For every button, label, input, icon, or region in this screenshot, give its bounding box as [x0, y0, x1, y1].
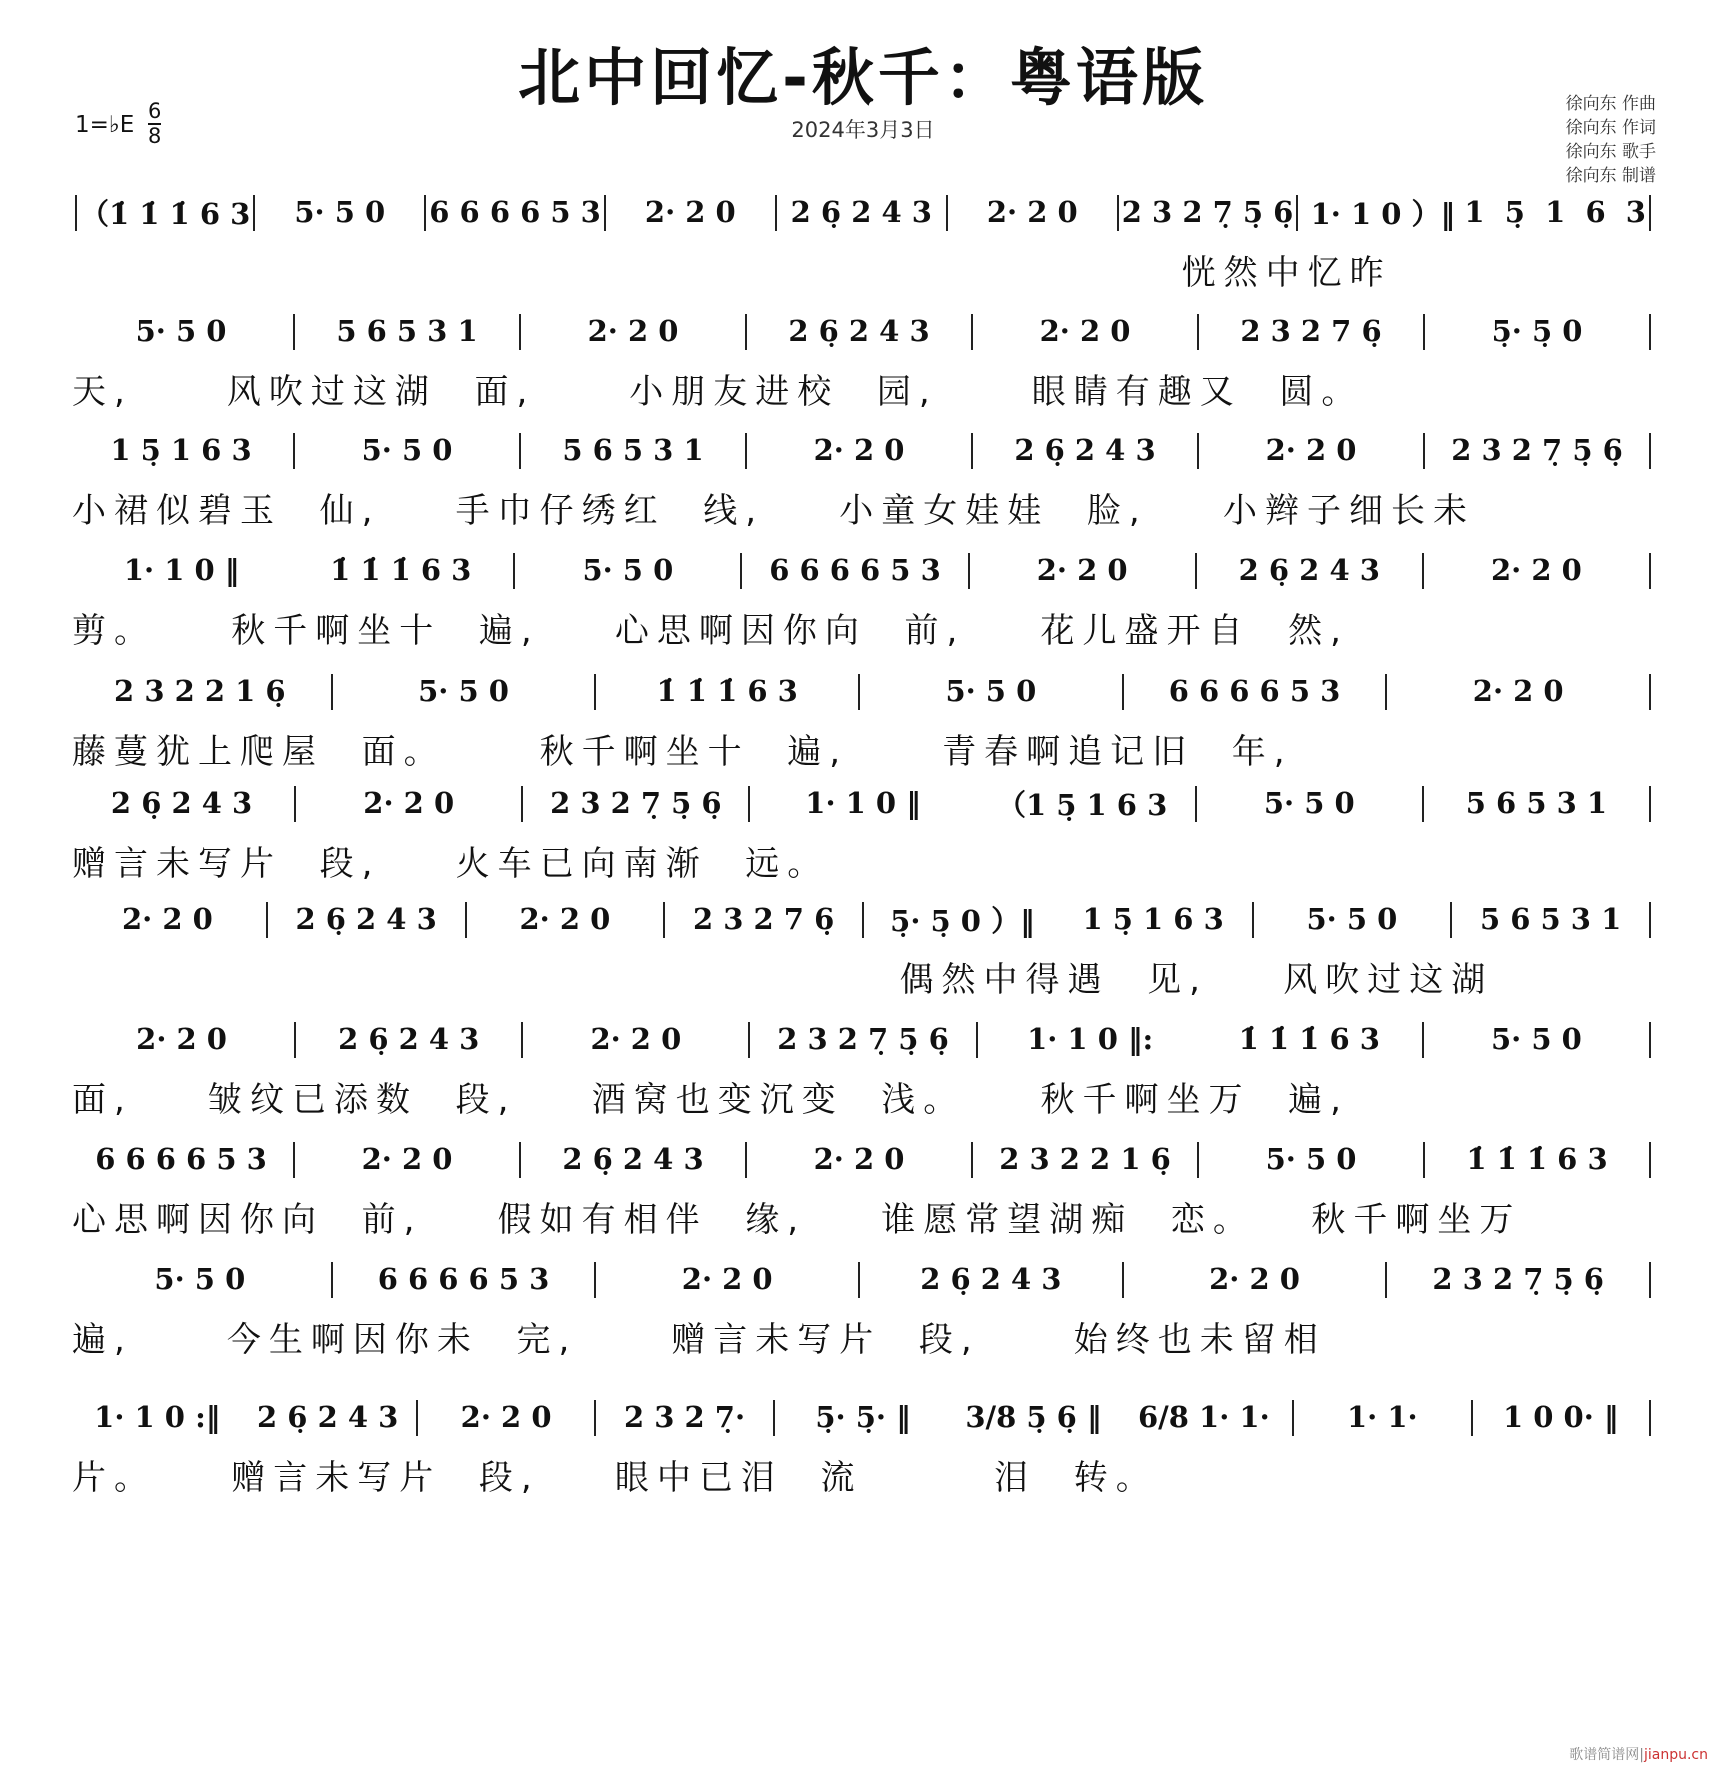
lyrics-row: 藤蔓犹上爬屋 面。 秋千啊坐十 遍, 青春啊追记旧 年,: [72, 732, 1293, 772]
bar-line: [294, 786, 296, 822]
notation-row: [72, 551, 1654, 591]
measure: 5· 5 0: [135, 314, 227, 348]
measure: 5· 5 0: [294, 195, 386, 229]
bar-line: [331, 1262, 333, 1298]
measure: 5 6 5 3 1: [562, 433, 704, 467]
measure: 2· 2 0: [813, 433, 905, 467]
bar-line: [293, 433, 295, 469]
bar-line: [1649, 674, 1651, 710]
bar-line: [775, 195, 777, 231]
measure: 2 6̣ 2 4 3: [1014, 433, 1156, 467]
measure: 1 5̣ 1 6 3: [1464, 195, 1646, 229]
measure: 2 6̣ 2 4 3: [257, 1400, 399, 1434]
measure: 1̇ 1̇ 1̇ 6 3: [656, 674, 798, 708]
measure: 1̇ 1̇ 1̇ 6 3: [330, 553, 472, 587]
credit-lyricist: 徐向东 作词: [1565, 118, 1656, 138]
score-system: [72, 1140, 1654, 1241]
lyrics-row: 恍然中忆昨: [72, 253, 1392, 293]
measure: 5 6 5 3 1: [1479, 902, 1622, 936]
score-title: 北中回忆-秋千：粤语版: [518, 41, 1208, 114]
bar-line: [521, 1022, 523, 1058]
bar-line: [748, 1022, 750, 1058]
credit-composer: 徐向东 作曲: [1565, 94, 1656, 114]
bar-line: [293, 314, 295, 350]
bar-line: [519, 1142, 521, 1178]
measure: 2 3 2 7̣ 5̣ 6̣: [1432, 1262, 1604, 1296]
bar-line: [1649, 1400, 1651, 1436]
bar-line: [858, 1262, 860, 1298]
bar-line: [1423, 1142, 1425, 1178]
bar-line: [521, 786, 523, 822]
measure: 6 6 6 6 5 3: [95, 1142, 267, 1176]
bar-line: [858, 674, 860, 710]
bar-line: [1197, 433, 1199, 469]
meter-top: 6: [148, 99, 162, 123]
measure: 6 6 6 6 5 3: [377, 1262, 550, 1296]
measure: 2· 2 0: [519, 902, 611, 936]
measure: 2· 2 0: [136, 1022, 227, 1056]
credit-transcriber: 徐向东 制谱: [1565, 166, 1656, 186]
notation-row: [72, 1140, 1654, 1180]
bar-line: [253, 195, 255, 231]
measure: （1 5̣ 1 6 3: [996, 787, 1168, 822]
bar-line: [1197, 1142, 1199, 1178]
lyrics-row: 剪。 秋千啊坐十 遍, 心思啊因你向 前, 花儿盛开自 然,: [72, 611, 1349, 651]
measure: 2 6̣ 2 4 3: [1238, 553, 1380, 587]
bar-line: [293, 1142, 295, 1178]
bar-line: [745, 433, 747, 469]
bar-line: [1422, 553, 1424, 589]
score-system: [72, 900, 1654, 1001]
bar-line: [773, 1400, 775, 1436]
bar-line: [745, 314, 747, 350]
measure: 5· 5 0: [1306, 902, 1398, 936]
measure: 2· 2 0: [1039, 314, 1131, 348]
notation-row: [72, 312, 1654, 352]
bar-line: [745, 1142, 747, 1178]
bar-line: [519, 314, 521, 350]
bar-line: [748, 786, 750, 822]
measure: 2· 2 0: [460, 1400, 552, 1434]
measure: 5· 5 0: [945, 674, 1037, 708]
measure: 2 6̣ 2 4 3: [110, 786, 253, 820]
measure: 2 3 2 2 1 6̣: [114, 674, 286, 708]
measure: 2· 2 0: [644, 195, 736, 229]
measure: 2· 2 0: [1036, 553, 1128, 587]
bar-line: [971, 433, 973, 469]
measure: 5· 5 0: [418, 674, 509, 708]
measure: 2 6̣ 2 4 3: [790, 195, 932, 229]
lyrics-row: 赠言未写片 段, 火车已向南渐 远。: [72, 844, 830, 884]
notation-row: [72, 900, 1654, 940]
bar-line: [1252, 902, 1254, 938]
bar-line: [1292, 1400, 1294, 1436]
measure: 6 6 6 6 5 3: [769, 553, 941, 587]
score-system: [72, 1260, 1654, 1361]
measure: 2 6̣ 2 4 3: [788, 314, 930, 348]
notation-row: [72, 1260, 1654, 1300]
bar-line: [1649, 195, 1651, 231]
meter-bottom: 8: [148, 124, 162, 148]
measure: 5· 5 0: [582, 553, 674, 587]
bar-line: [1195, 786, 1197, 822]
bar-line: [416, 1400, 418, 1436]
notation-row: [72, 1020, 1654, 1060]
measure: 5 6 5 3 1: [336, 314, 478, 348]
measure: 2 6̣ 2 4 3: [920, 1262, 1062, 1296]
measure: 1̇ 1̇ 1̇ 6 3: [1238, 1022, 1380, 1056]
bar-line: [1423, 433, 1425, 469]
measure: 6 6 6 6 5 3: [1168, 674, 1341, 708]
bar-line: [968, 553, 970, 589]
score-system: [72, 672, 1654, 773]
bar-line: [1423, 314, 1425, 350]
measure: 1· 1 0 ‖: [123, 553, 240, 587]
bar-line: [1422, 1022, 1424, 1058]
measure: 5· 5 0: [154, 1262, 246, 1296]
measure: 2 3 2 7 6̣: [692, 902, 835, 936]
notation-row: [72, 431, 1654, 471]
bar-line: [75, 195, 77, 231]
measure: 2 6̣ 2 4 3: [295, 902, 437, 936]
bar-line: [946, 195, 948, 231]
lyrics-row: 小裙似碧玉 仙, 手巾仔绣红 线, 小童女娃娃 脸, 小辫子细长未: [72, 491, 1475, 531]
measure: 2 6̣ 2 4 3: [562, 1142, 704, 1176]
measure: 5· 5 0: [1491, 1022, 1582, 1056]
bar-line: [1649, 1142, 1651, 1178]
measure: 2· 2 0: [590, 1022, 682, 1056]
bar-line: [594, 674, 596, 710]
watermark: 歌谱简谱网|jianpu.cn: [1569, 1747, 1708, 1763]
bar-line: [1649, 433, 1651, 469]
score-system: [72, 1398, 1654, 1499]
measure: 5 6 5 3 1: [1465, 786, 1608, 820]
measure: 2· 2 0: [121, 902, 213, 936]
measure: 2 3 2 7̣ 5̣ 6̣: [1121, 195, 1294, 229]
lyrics-row: 遍, 今生啊因你未 完, 赠言未写片 段, 始终也未留相: [72, 1320, 1326, 1360]
measure: 2· 2 0: [361, 1142, 453, 1176]
measure: 2· 2 0: [681, 1262, 773, 1296]
score-system: [72, 1020, 1654, 1121]
bar-line: [1649, 553, 1651, 589]
measure: 5· 5 0: [1265, 1142, 1357, 1176]
measure: 2· 2 0: [1265, 433, 1357, 467]
bar-line: [266, 902, 268, 938]
measure: 2· 2 0: [1491, 553, 1582, 587]
measure: 5̣· 5̣ 0: [1491, 314, 1583, 348]
bar-line: [594, 1262, 596, 1298]
score-system: [72, 193, 1654, 294]
notation-row: [72, 784, 1654, 824]
measure: 2 3 2 7̣·: [623, 1400, 746, 1434]
measure: 5̣· 5̣ 0 ）‖: [890, 903, 1035, 938]
measure: 6 6 6 6 5 3: [429, 195, 601, 229]
measure: 2 3 2 7̣ 5̣ 6̣: [1451, 433, 1623, 467]
measure: 2 3 2 7 6̣: [1240, 314, 1382, 348]
bar-line: [1296, 195, 1298, 231]
bar-line: [1122, 1262, 1124, 1298]
lyrics-row: 心思啊因你向 前, 假如有相伴 缘, 谁愿常望湖痴 恋。 秋千啊坐万: [72, 1200, 1522, 1240]
bar-line: [465, 902, 467, 938]
measure: 5· 5 0: [1263, 786, 1355, 820]
measure: 1 5̣ 1 6 3: [1082, 902, 1224, 936]
bar-line: [1649, 786, 1651, 822]
bar-line: [1422, 786, 1424, 822]
bar-line: [1122, 674, 1124, 710]
credit-singer: 徐向东 歌手: [1565, 142, 1656, 162]
measure: （1̇ 1̇ 1̇ 6 3: [80, 196, 251, 231]
measure: 2· 2 0: [813, 1142, 905, 1176]
score-system: [72, 312, 1654, 413]
lyrics-row: 片。 赠言未写片 段, 眼中已泪 流 泪 转。: [72, 1458, 1158, 1498]
notation-row: [72, 1398, 1654, 1438]
lyrics-row: 天, 风吹过这湖 面, 小朋友进校 园, 眼睛有趣又 圆。: [72, 372, 1364, 412]
measure: 2 6̣ 2 4 3: [338, 1022, 480, 1056]
lyrics-row: 偶然中得遇 见, 风吹过这湖: [72, 960, 1494, 1000]
measure: 1· 1 0 :‖: [94, 1400, 221, 1434]
bar-line: [424, 195, 426, 231]
measure: 5̣· 5̣· ‖: [815, 1400, 911, 1434]
measure: 1· 1 0 ‖: [805, 786, 921, 820]
bar-line: [1450, 902, 1452, 938]
measure: 2· 2 0: [587, 314, 679, 348]
bar-line: [1649, 1022, 1651, 1058]
score-system: [72, 784, 1654, 885]
lyrics-row: 面, 皱纹已添数 段, 酒窝也变沉变 浅。 秋千啊坐万 遍,: [72, 1080, 1349, 1120]
credits: [1566, 92, 1656, 188]
bar-line: [971, 1142, 973, 1178]
bar-line: [594, 1400, 596, 1436]
bar-line: [740, 553, 742, 589]
bar-line: [294, 1022, 296, 1058]
score-date: 2024年3月3日: [791, 118, 935, 142]
bar-line: [604, 195, 606, 231]
time-signature: [148, 100, 161, 148]
measure: 2 3 2 2 1 6̣: [999, 1142, 1171, 1176]
measure: 2· 2 0: [986, 195, 1078, 229]
measure: 3/8 5̣ 6̣ ‖: [965, 1400, 1102, 1434]
bar-line: [1649, 314, 1651, 350]
bar-line: [1195, 553, 1197, 589]
bar-line: [976, 1022, 978, 1058]
bar-line: [663, 902, 665, 938]
bar-line: [519, 433, 521, 469]
measure: 1 5̣ 1 6 3: [110, 433, 252, 467]
score-system: [72, 551, 1654, 652]
bar-line: [1117, 195, 1119, 231]
measure: 6/8 1· 1·: [1137, 1400, 1270, 1434]
measure: 2· 2 0: [1209, 1262, 1300, 1296]
notation-row: [72, 672, 1654, 712]
measure: 2· 2 0: [1472, 674, 1564, 708]
measure: 2· 2 0: [363, 786, 455, 820]
measure: 1̇ 1̇ 1̇ 6 3: [1466, 1142, 1608, 1176]
measure: 1· 1·: [1346, 1400, 1418, 1434]
measure: 5· 5 0: [361, 433, 453, 467]
score-system: [72, 431, 1654, 532]
measure: 2 3 2 7̣ 5̣ 6̣: [550, 786, 722, 820]
bar-line: [1649, 1262, 1651, 1298]
bar-line: [1385, 674, 1387, 710]
measure: 2 3 2 7̣ 5̣ 6̣: [777, 1022, 949, 1056]
bar-line: [1197, 314, 1199, 350]
measure: 1· 1 0 ）‖: [1310, 196, 1456, 231]
measure: 1· 1 0 ‖:: [1027, 1022, 1154, 1056]
bar-line: [862, 902, 864, 938]
bar-line: [513, 553, 515, 589]
watermark-site: 歌谱简谱网: [1569, 1747, 1640, 1763]
bar-line: [971, 314, 973, 350]
bar-line: [1385, 1262, 1387, 1298]
bar-line: [331, 674, 333, 710]
bar-line: [1649, 902, 1651, 938]
watermark-url: jianpu.cn: [1643, 1747, 1708, 1763]
key-signature: 1=♭E: [75, 112, 135, 138]
measure: 1 0 0· ‖: [1503, 1400, 1619, 1434]
bar-line: [1471, 1400, 1473, 1436]
notation-row: [72, 193, 1654, 233]
